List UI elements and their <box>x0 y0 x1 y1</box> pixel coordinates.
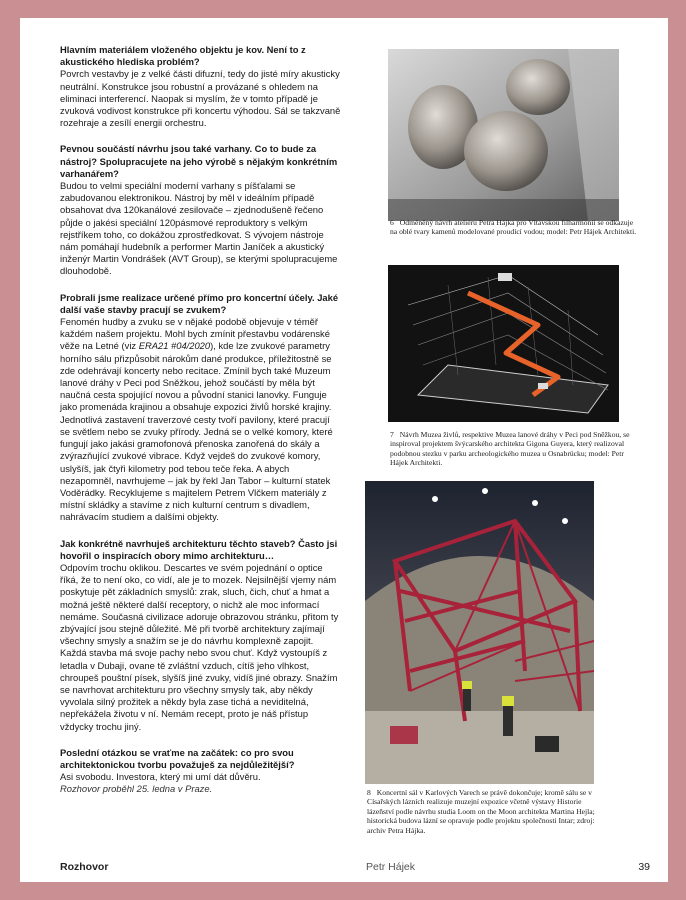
caption-number: 6 <box>390 218 394 227</box>
qa-block-2 <box>60 143 342 277</box>
qa-block-5 <box>60 747 342 796</box>
magazine-page <box>20 18 668 882</box>
answer: Asi svobodu. Investora, který mi umí dát důvěru. <box>60 771 261 783</box>
question: Probrali jsme realizace určené přímo pro koncertní účely. Jaké další vaše stavby pracují se zvukem? <box>60 291 339 315</box>
figure-8-construction-photo <box>365 481 594 784</box>
interview-date-note: Rozhovor proběhl 25. ledna v Praze. <box>60 783 213 795</box>
footer-section: Rozhovor <box>60 861 109 873</box>
caption-text: Návrh Muzea živlů, respektive Muzea lanové dráhy v Peci pod Sněžkou, se inspiroval projektem švýcarského architekta Gigona Guyera, který realizoval podobnou stezku v parku archeologického muzea u Osnabrücku; model: Petr Hájek Architekti. <box>390 430 630 468</box>
question: Pevnou součástí návrhu jsou také varhany. Co to bude za nástroj? Spolupracujete na jeho výrobě s nějakým konkrétním varhanářem? <box>60 143 338 179</box>
footer-interviewee: Petr Hájek <box>366 861 416 873</box>
magazine-reference: ERA21 #04/2020 <box>138 340 211 352</box>
question: Jak konkrétně navrhuješ architekturu těchto staveb? Často jsi hovořil o inspiracích obory mimo architekturu… <box>60 537 338 561</box>
qa-block-1 <box>60 44 342 129</box>
caption-6 <box>390 218 640 237</box>
caption-number: 7 <box>390 430 394 439</box>
caption-number: 8 <box>367 788 371 797</box>
qa-block-3 <box>60 292 342 524</box>
caption-8 <box>367 788 607 835</box>
answer-part: ), kde lze zvukové parametry horního sálu přizpůsobit nárokům dané produkce, příležitostně se zde odehrávají koncerty nebo recitace. Zmínil bych také Muzeum lanové dráhy v Peci pod Sněžkou, jehož součástí by měla být naučná cesta spojující novou a původní stanici lanovky. Funguje jako promenáda krajinou a obsahuje expozici živlů horské krajiny. Jednotlivá zastavení traverzové cesty tvoří pavilony, které pracují se světlem nebo se zvuky přírody. Jedná se o velké komory, které fungují jako jakási gramofonová přenoska zanořená do skály a zvýrazňující zvukové vibrace. Když vejdeš do zvukové komory, uslyšíš, jak čtyři kilometry pod tebou teče řeka. A abych nezapomněl, navrhujeme – jak by řekl Jan Tabor – kulturní statek Voděrádky. Recyklujeme s majitelem Petrem Vlčkem materiály z místní skládky a stavíme z nich kulturní centrum s divadlem, nahrávacím studiem a dalšími objekty. <box>60 340 333 523</box>
answer: Budou to velmi speciální moderní varhany s píšťalami se zabudovanou elektronikou. Nástroj by měl v ideálním případě obsahovat dva 120kanálové zesilovače – zjednodušeně řečeno půjde o jakési speciální 120pásmové reproduktory s velkým rejstříkem toho, co dokážou zprostředkovat. S vývojem nástroje nám pomáhají hudebník a performer Martin Janíček a akustický inženýr Martin Vondrášek (AVT Group), se kterými spolupracujeme dlouhodobě. <box>60 180 338 277</box>
question: Hlavním materiálem vloženého objektu je kov. Není to z akustického hlediska problém? <box>60 44 306 68</box>
caption-text: Koncertní sál v Karlových Varech se právě dokončuje; kromě sálu se v Císařských lázních realizuje muzejní expozice včetně výstavy Historie lázeňství podle návrhu studia Loom on the Moon architekta Martina Hejla; historická budova lázní se opravuje podle projektu společnosti Intar; zdroj: archiv Petra Hájka. <box>367 788 595 835</box>
figure-6-model-photo <box>388 49 619 221</box>
answer: Povrch vestavby je z velké části difuzní, tedy do jisté míry akusticky neutrální. Konstrukce jsou robustní a provázané s ohledem na eliminaci interferencí. Naopak si myslím, že v tomto případě je zvuková vodivost konstrukce při koncertu výhodou. Sál se takzvaně rozehraje a zesílí energii orchestru. <box>60 68 341 129</box>
question: Poslední otázkou se vraťme na začátek: co pro svou architektonickou tvorbu považuješ za nejdůležitější? <box>60 746 295 770</box>
answer: Odpovím trochu oklikou. Descartes ve svém pojednání o optice říká, že to není oko, co vidí, ale je to mozek. Nejsilnější vjemy nám poskytuje pět základních smyslů: zrak, sluch, čich, chuť a hmat a možná ještě některé další receptory, o nichž ale moc informací nemáme. Současná civilizace adoruje obrazovou stránku, přitom ty zbývající jsou stejně důležité. Mě při tvorbě architektury zajímají všechny smysly a snažím se je do návrhu komplexně zapojit. Každá stavba má svoje pachy nebo svou chuť. Když vystoupíš z letadla v Dubaji, ovane tě zvláštní vzduch, cítíš jeho vlhkost, chroupeš pouštní písek, slyšíš jiné zvuky, vidíš jiné obrazy. Snažím se navrhovat architekturu pro všechny smysly tak, aby někdy vyvolala silný prožitek a někdy byla zase tichá a neviditelná, nepřekážela životu v ní. Nemám recept, proto je náš přístup vždycky trochu jiný. <box>60 561 339 732</box>
qa-block-4 <box>60 538 342 733</box>
figure-7-model-photo <box>388 265 619 422</box>
answer-part: Fenomén hudby a zvuku se v nějaké podobě objevuje v téměř každém našem projektu. Mohl bych zmínit přestavbu vodárenské věže na Letné (viz <box>60 316 330 352</box>
answer <box>60 316 342 523</box>
page-number: 39 <box>638 861 650 873</box>
caption-text: Odměněný návrh ateliéru Petra Hájka pro Vltavskou filharmonii se odkazuje na oblé tvary kamenů modelované proudící vodou; model: Petr Hájek Architekti. <box>390 218 637 237</box>
caption-7 <box>390 430 640 468</box>
interview-column <box>60 44 342 810</box>
